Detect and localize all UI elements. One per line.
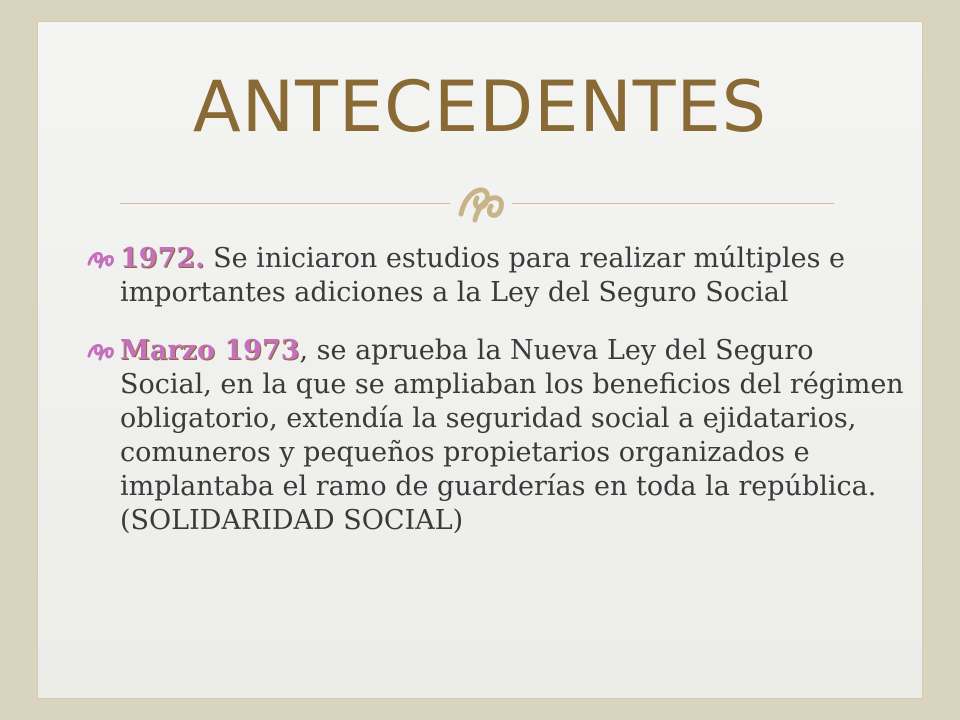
bullet-lead-date: 1972. bbox=[120, 243, 205, 274]
title-rule-left bbox=[120, 203, 450, 204]
bullet-lead-date: Marzo 1973 bbox=[120, 335, 300, 366]
bullet-list bbox=[86, 242, 906, 562]
bullet-text: Se iniciaron estudios para realizar múltiples e importantes adiciones a la Ley del Seguro Social bbox=[120, 243, 845, 308]
bullet-item-1972 bbox=[86, 242, 906, 310]
bullet-text: , se aprueba la Nueva Ley del Seguro Social, en la que se ampliaban los beneficios del régimen obligatorio, extendía la seguridad social a ejidatarios, comuneros y pequeños propietarios organizados e implantaba el ramo de guarderías en toda la república. (SOLIDARIDAD SOCIAL) bbox=[120, 335, 904, 536]
double-curl-ornament-icon bbox=[453, 180, 509, 226]
slide-title: ANTECEDENTES bbox=[192, 66, 768, 148]
title-rule-right bbox=[512, 203, 834, 204]
curl-bullet-icon bbox=[86, 340, 120, 362]
bullet-item-marzo-1973 bbox=[86, 334, 906, 538]
curl-bullet-icon bbox=[86, 248, 120, 270]
